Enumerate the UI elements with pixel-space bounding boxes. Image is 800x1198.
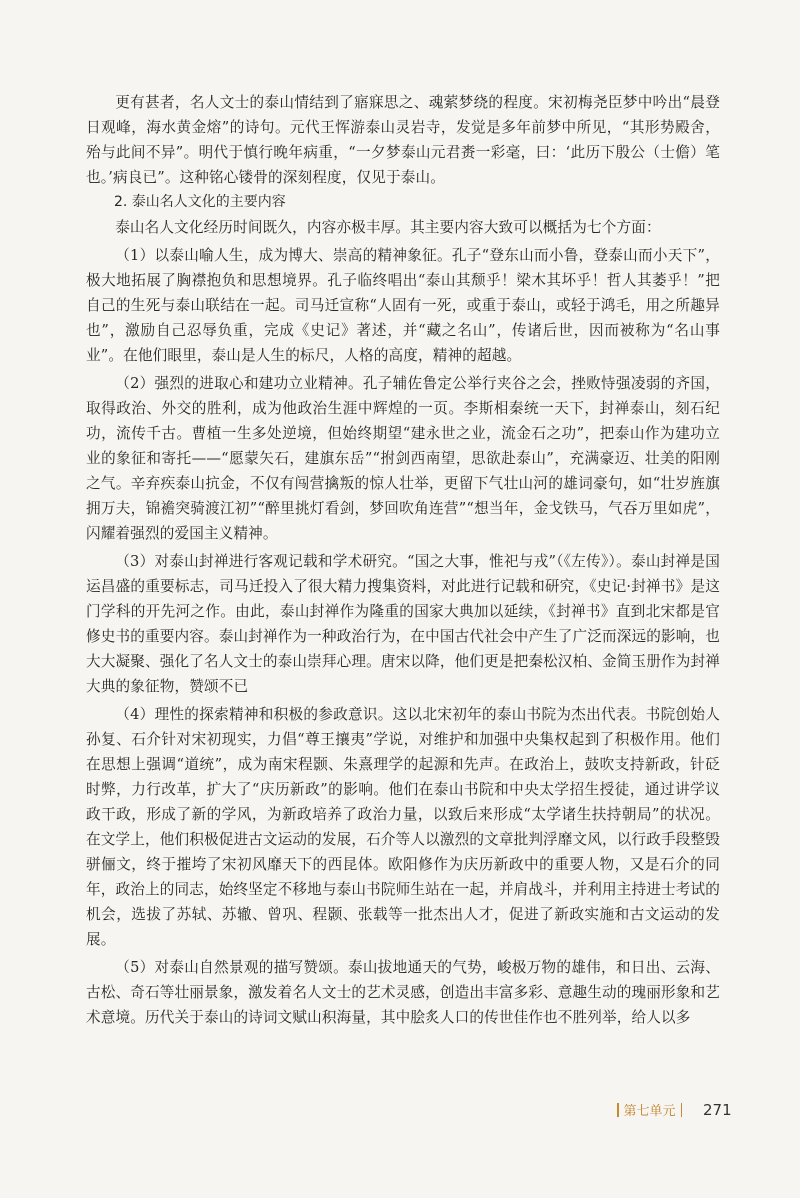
list-item-1: （1）以泰山喻人生，成为博大、崇高的精神象征。孔子“登东山而小鲁，登泰山而小天下”，极大地拓展了胸襟抱负和思想境界。孔子临终唱出“泰山其颓乎！梁木其坏乎！哲人其萎乎！”把自己的生死与泰山联结在一起。司马迁宣称“人固有一死，或重于泰山，或轻于鸿毛，用之所趣异也”，激励自己忍辱负重，完成《史记》著述，并“藏之名山”，传诸后世，因而被称为“名山事业”。在他们眼里，泰山是人生的标尺，人格的高度，精神的超越。 <box>86 247 720 364</box>
page-footer <box>612 1100 732 1119</box>
section-heading: 2. 泰山名人文化的主要内容 <box>114 194 286 210</box>
intro-paragraph: 更有甚者，名人文士的泰山情结到了寤寐思之、魂萦梦绕的程度。宋初梅尧臣梦中吟出“晨登日观峰，海水黄金熔”的诗句。元代王恽游泰山灵岩寺，发觉是多年前梦中所见，“其形势殿舍，殆与此间不异”。明代于慎行晚年病重，“一夕梦泰山元君赉一彩毫，曰：‘此历下殷公（士儋）笔也。’病良已”。这种铭心镂骨的深刻程度，仅见于泰山。 <box>86 94 720 186</box>
page-number: 271 <box>703 1101 732 1119</box>
list-item-2: （2）强烈的进取心和建功立业精神。孔子辅佐鲁定公举行夹谷之会，挫败恃强凌弱的齐国，取得政治、外交的胜利，成为他政治生涯中辉煌的一页。李斯相秦统一天下，封禅泰山，刻石纪功，流传千古。曹植一生多处逆境，但始终期望“建永世之业，流金石之功”，把泰山作为建功立业的象征和寄托——“愿蒙矢石，建旗东岳”“拊剑西南望，思欲赴泰山”，充满豪迈、壮美的阳刚之气。辛弃疾泰山抗金，不仅有闯营擒叛的惊人壮举，更留下气壮山河的雄词豪句，如“壮岁旌旗拥万夫，锦襜突骑渡江初”“醉里挑灯看剑，梦回吹角连营”“想当年，金戈铁马，气吞万里如虎”，闪耀着强烈的爱国主义精神。 <box>86 375 720 542</box>
footer-divider-right <box>681 1103 683 1117</box>
footer-divider-left <box>617 1103 619 1117</box>
summary-paragraph: 泰山名人文化经历时间既久，内容亦极丰厚。其主要内容大致可以概括为七个方面： <box>115 219 661 236</box>
list-item-4: （4）理性的探索精神和积极的参政意识。这以北宋初年的泰山书院为杰出代表。书院创始人孙复、石介针对宋初现实，力倡“尊王攘夷”学说，对维护和加强中央集权起到了积极作用。他们在思想上强调“道统”，成为南宋程颢、朱熹理学的起源和先声。在政治上，鼓吹支持新政，针砭时弊，力行改革，扩大了“庆历新政”的影响。他们在泰山书院和中央太学招生授徒，通过讲学议政干政，形成了新的学风，为新政培养了政治力量，以致后来形成“太学诸生扶持朝局”的状况。在文学上，他们积极促进古文运动的发展，石介等人以激烈的文章批判浮靡文风，以行政手段整毁骈俪文，终于摧垮了宋初风靡天下的西昆体。欧阳修作为庆历新政中的重要人物，又是石介的同年，政治上的同志，始终坚定不移地与泰山书院师生站在一起，并肩战斗，并利用主持进士考试的机会，选拔了苏轼、苏辙、曾巩、程颢、张载等一批杰出人才，促进了新政实施和古文运动的发展。 <box>86 706 720 948</box>
unit-label: 第七单元 <box>623 1104 676 1119</box>
list-item-5: （5）对泰山自然景观的描写赞颂。泰山拔地通天的气势，峻极万物的雄伟，和日出、云海、古松、奇石等壮丽景象，激发着名人文士的艺术灵感，创造出丰富多彩、意趣生动的瑰丽形象和艺术意境。历代关于泰山的诗词文赋山积海量，其中脍炙人口的传世佳作也不胜列举，给人以多 <box>86 959 720 1026</box>
list-item-3: （3）对泰山封禅进行客观记载和学术研究。“国之大事，惟祀与戎”（《左传》）。泰山封禅是国运昌盛的重要标志，司马迁投入了很大精力搜集资料，对此进行记载和研究，《史记·封禅书》是这门学科的开先河之作。由此，泰山封禅作为隆重的国家大典加以延续，《封禅书》直到北宋都是官修史书的重要内容。泰山封禅作为一种政治行为，在中国古代社会中产生了广泛而深远的影响，也大大凝聚、强化了名人文士的泰山崇拜心理。唐宋以降，他们更是把秦松汉柏、金简玉册作为封禅大典的象征物，赞颂不已 <box>86 553 720 695</box>
